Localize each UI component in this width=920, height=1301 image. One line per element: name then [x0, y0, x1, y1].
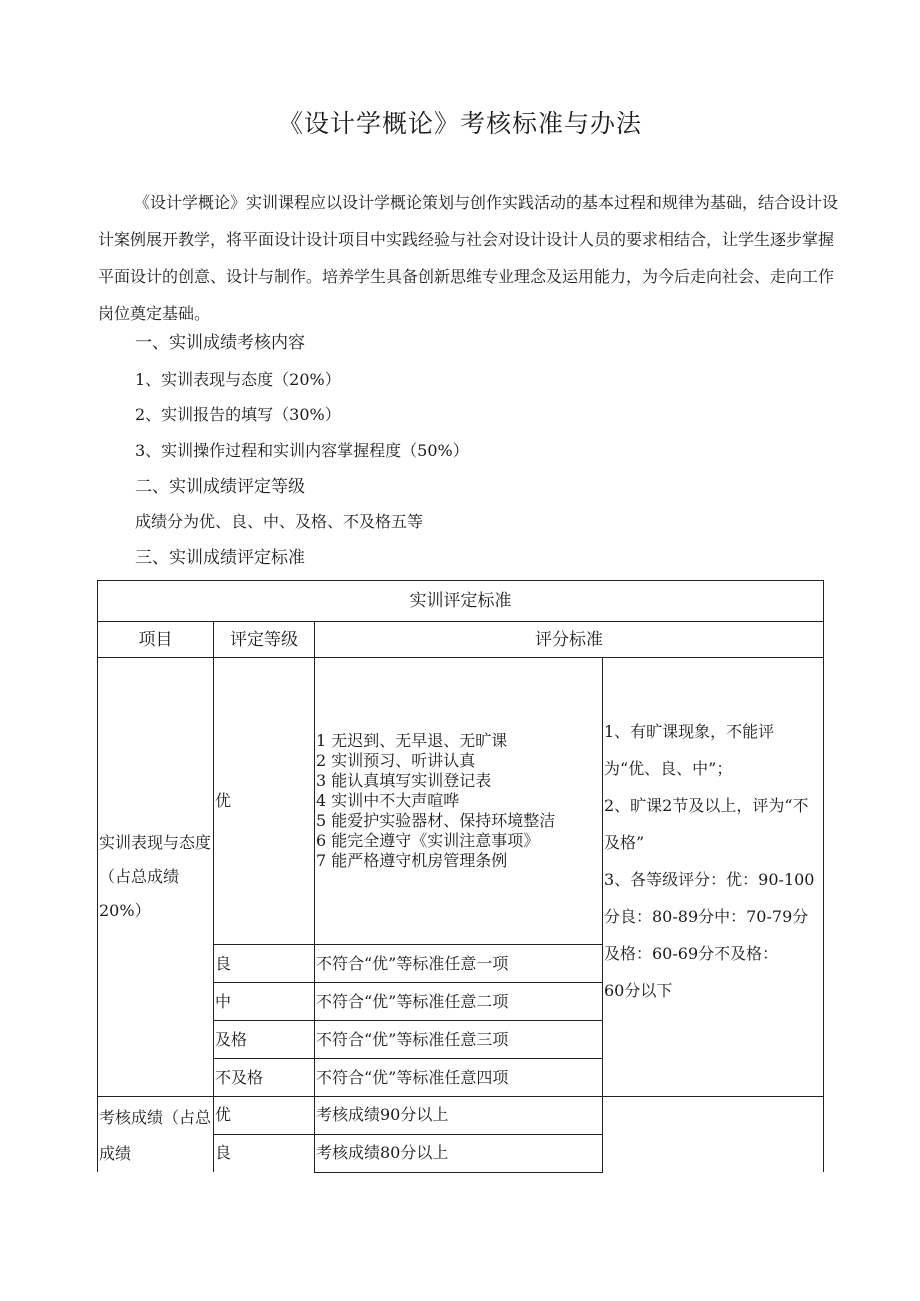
grade-good: 良 [214, 945, 315, 983]
exam-grade-excellent: 优 [214, 1097, 315, 1135]
header-criteria: 评分标准 [315, 622, 824, 658]
item-exam-score: 考核成绩（占总成绩 [98, 1097, 214, 1173]
excellent-criteria-list [315, 658, 603, 945]
table-caption: 实训评定标准 [98, 581, 824, 622]
section-heading-grades: 二、实训成绩评定等级 [135, 477, 305, 497]
grades-description: 成绩分为优、良、中、及格、不及格五等 [135, 512, 424, 531]
content-item-2: 2、实训报告的填写（30%） [135, 405, 341, 424]
criteria-item: 5 能爱护实验器材、保持环境整洁 [316, 811, 556, 830]
exam-criteria-excellent: 考核成绩90分以上 [315, 1097, 603, 1135]
section-heading-content: 一、实训成绩考核内容 [135, 333, 305, 353]
note-item: 2、旷课2节及以上，评为“不及格” [604, 796, 809, 852]
section-heading-standard: 三、实训成绩评定标准 [135, 548, 305, 568]
grading-notes [603, 658, 824, 1097]
note-item: 60分以下 [604, 981, 673, 1000]
criteria-item: 6 能完全遵守《实训注意事项》 [316, 831, 540, 850]
grade-medium: 中 [214, 983, 315, 1021]
criteria-pass: 不符合“优”等标准任意三项 [315, 1021, 603, 1059]
item-performance-attitude: 实训表现与态度（占总成绩20%） [98, 658, 214, 1097]
criteria-good: 不符合“优”等标准任意一项 [315, 945, 603, 983]
grade-excellent: 优 [214, 658, 315, 945]
criteria-item: 3 能认真填写实训登记表 [316, 771, 492, 790]
exam-notes-empty [603, 1097, 824, 1173]
intro-paragraph: 《设计学概论》实训课程应以设计学概论策划与创作实践活动的基本过程和规律为基础，结合设计设计案例展开教学，将平面设计设计项目中实践经验与社会对设计设计人员的要求相结合，让学生逐步掌握平面设计的创意、设计与制作。培养学生具备创新思维专业理念及运用能力，为今后走向社会、走向工作岗位奠定基础。 [98, 193, 839, 323]
page-title: 《设计学概论》考核标准与办法 [277, 109, 642, 138]
criteria-item: 4 实训中不大声喧哗 [316, 791, 460, 810]
criteria-medium: 不符合“优”等标准任意二项 [315, 983, 603, 1021]
exam-grade-good: 良 [214, 1134, 315, 1172]
header-item: 项目 [98, 622, 214, 658]
content-item-3: 3、实训操作过程和实训内容掌握程度（50%） [135, 441, 469, 460]
criteria-fail: 不符合“优”等标准任意四项 [315, 1059, 603, 1097]
criteria-item: 7 能严格遵守机房管理条例 [316, 851, 508, 870]
grade-fail: 不及格 [214, 1059, 315, 1097]
content-item-1: 1、实训表现与态度（20%） [135, 370, 341, 389]
criteria-item: 2 实训预习、听讲认真 [316, 751, 476, 770]
header-grade: 评定等级 [214, 622, 315, 658]
criteria-item: 1 无迟到、无早退、无旷课 [316, 731, 508, 750]
note-item: 3、各等级评分：优：90-100分良：80-89分中：70-79分及格：60-69分不及格： [604, 870, 815, 963]
grade-pass: 及格 [214, 1021, 315, 1059]
grading-standard-table [97, 580, 824, 1173]
exam-criteria-good: 考核成绩80分以上 [315, 1134, 603, 1172]
note-item: 1、有旷课现象，不能评为“优、良、中”； [604, 722, 775, 778]
